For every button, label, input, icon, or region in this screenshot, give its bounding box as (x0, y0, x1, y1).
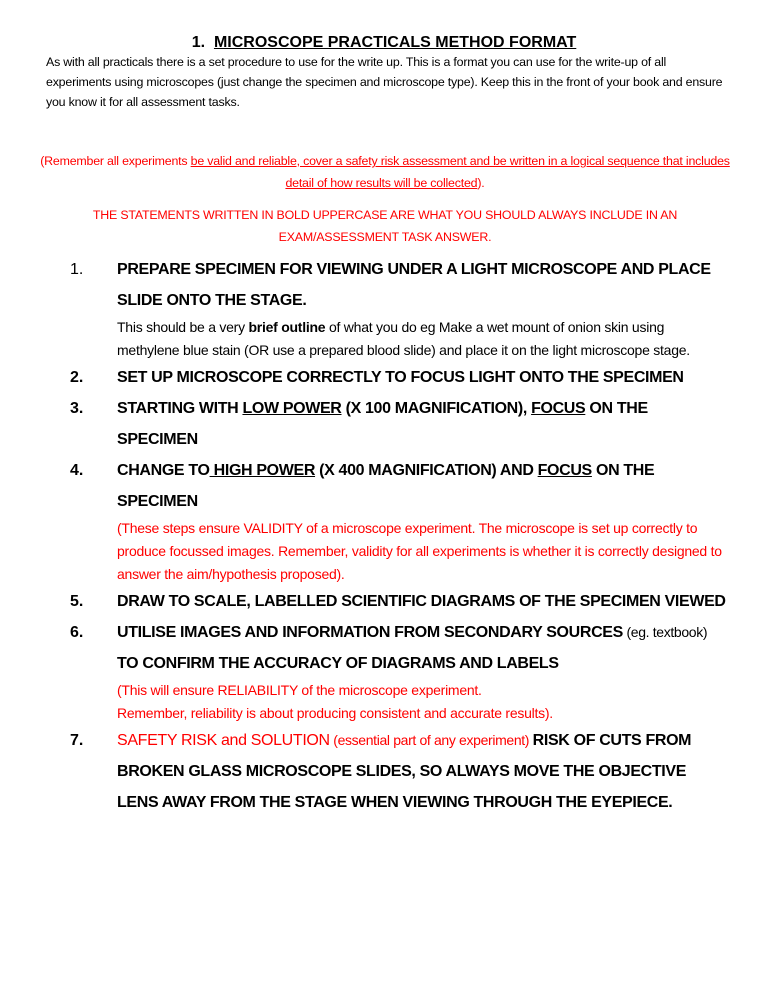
t-underlined: LOW POWER (242, 400, 342, 417)
step-number: 5. (70, 593, 84, 610)
step-number: 1. (70, 261, 84, 278)
remember-note (40, 150, 730, 194)
page-title (0, 34, 768, 52)
step-number: 3. (70, 400, 84, 417)
step-heading: SET UP MICROSCOPE CORRECTLY TO FOCUS LIGHT ONTO THE SPECIMEN (117, 369, 684, 386)
step-number: 7. (70, 732, 84, 749)
intro-paragraph: As with all practicals there is a set procedure to use for the write up. This is a format you can use for the write-up of all experiments using microscopes (just change the specimen and microscope type). Keep this in the front of your book and ensure you know it for all assessment tasks. (46, 55, 723, 109)
t: (X 100 MAGNIFICATION), (341, 400, 532, 417)
uppercase-note: THE STATEMENTS WRITTEN IN BOLD UPPERCASE ARE WHAT YOU SHOULD ALWAYS INCLUDE IN AN EXAM/ASSESSMENT TASK ANSWER. (92, 208, 678, 244)
step-heading (117, 725, 727, 818)
step-7 (0, 725, 727, 818)
t: ON THE SPECIMEN (117, 400, 648, 448)
step-2 (0, 362, 727, 393)
step-number: 6. (70, 624, 84, 641)
title-text: MICROSCOPE PRACTICALS METHOD FORMAT (213, 34, 577, 51)
t: ON THE SPECIMEN (117, 462, 655, 510)
step-heading: DRAW TO SCALE, LABELLED SCIENTIFIC DIAGRAMS OF THE SPECIMEN VIEWED (117, 593, 726, 610)
step-body (117, 316, 727, 362)
t-underlined: FOCUS (537, 462, 592, 479)
safety-label: SAFETY RISK and SOLUTION (117, 732, 330, 749)
step-5 (0, 586, 727, 617)
t: (X 400 MAGNIFICATION) AND (315, 462, 538, 479)
title-number: 1. (191, 34, 206, 51)
body-bold: brief outline (248, 319, 326, 335)
remember-post: ). (477, 176, 485, 190)
step-1 (0, 254, 727, 362)
body-text: of what you do eg Make a wet mount of onion skin using methylene blue stain (OR use a prepared blood slide) and place it on the light microscope stage. (117, 319, 690, 358)
t: STARTING WITH (117, 400, 243, 417)
reliability-note: (This will ensure RELIABILITY of the microscope experiment. (117, 682, 482, 698)
validity-note: (These steps ensure VALIDITY of a microscope experiment. The microscope is set up correctly to produce focussed images. Remember, validity for all experiments is whether it is correctly designed to answer the aim/hypothesis proposed). (117, 520, 722, 582)
method-steps (0, 254, 768, 818)
safety-aside: (essential part of any experiment) (329, 732, 533, 748)
reliability-note: Remember, reliability is about producing consistent and accurate results). (117, 705, 553, 721)
step-heading (117, 617, 727, 679)
step-heading (117, 455, 727, 517)
step-number: 2. (70, 369, 84, 386)
remember-underlined: be valid and reliable, cover a safety risk assessment and be written in a logical sequence that includes detail of how results will be collected (190, 154, 730, 190)
step-number: 4. (70, 462, 84, 479)
t: TO CONFIRM THE ACCURACY OF DIAGRAMS AND LABELS (117, 655, 559, 672)
t: UTILISE IMAGES AND INFORMATION FROM SECONDARY SOURCES (117, 624, 623, 641)
t-underlined: HIGH POWER (209, 462, 316, 479)
t: CHANGE TO (117, 462, 210, 479)
step-4 (0, 455, 727, 586)
step-heading: PREPARE SPECIMEN FOR VIEWING UNDER A LIGHT MICROSCOPE AND PLACE SLIDE ONTO THE STAGE. (117, 261, 711, 309)
step-6 (0, 617, 727, 725)
t: RISK OF CUTS FROM BROKEN GLASS MICROSCOPE SLIDES, SO ALWAYS MOVE THE OBJECTIVE LENS AWAY FROM THE STAGE WHEN VIEWING THROUGH THE EYEPIECE. (117, 732, 692, 811)
t-underlined: FOCUS (531, 400, 586, 417)
remember-pre: (Remember all experiments (40, 154, 191, 168)
step-heading (117, 393, 727, 455)
body-text: This should be a very (117, 319, 249, 335)
step-3 (0, 393, 727, 455)
t-small: (eg. textbook) (622, 624, 708, 640)
